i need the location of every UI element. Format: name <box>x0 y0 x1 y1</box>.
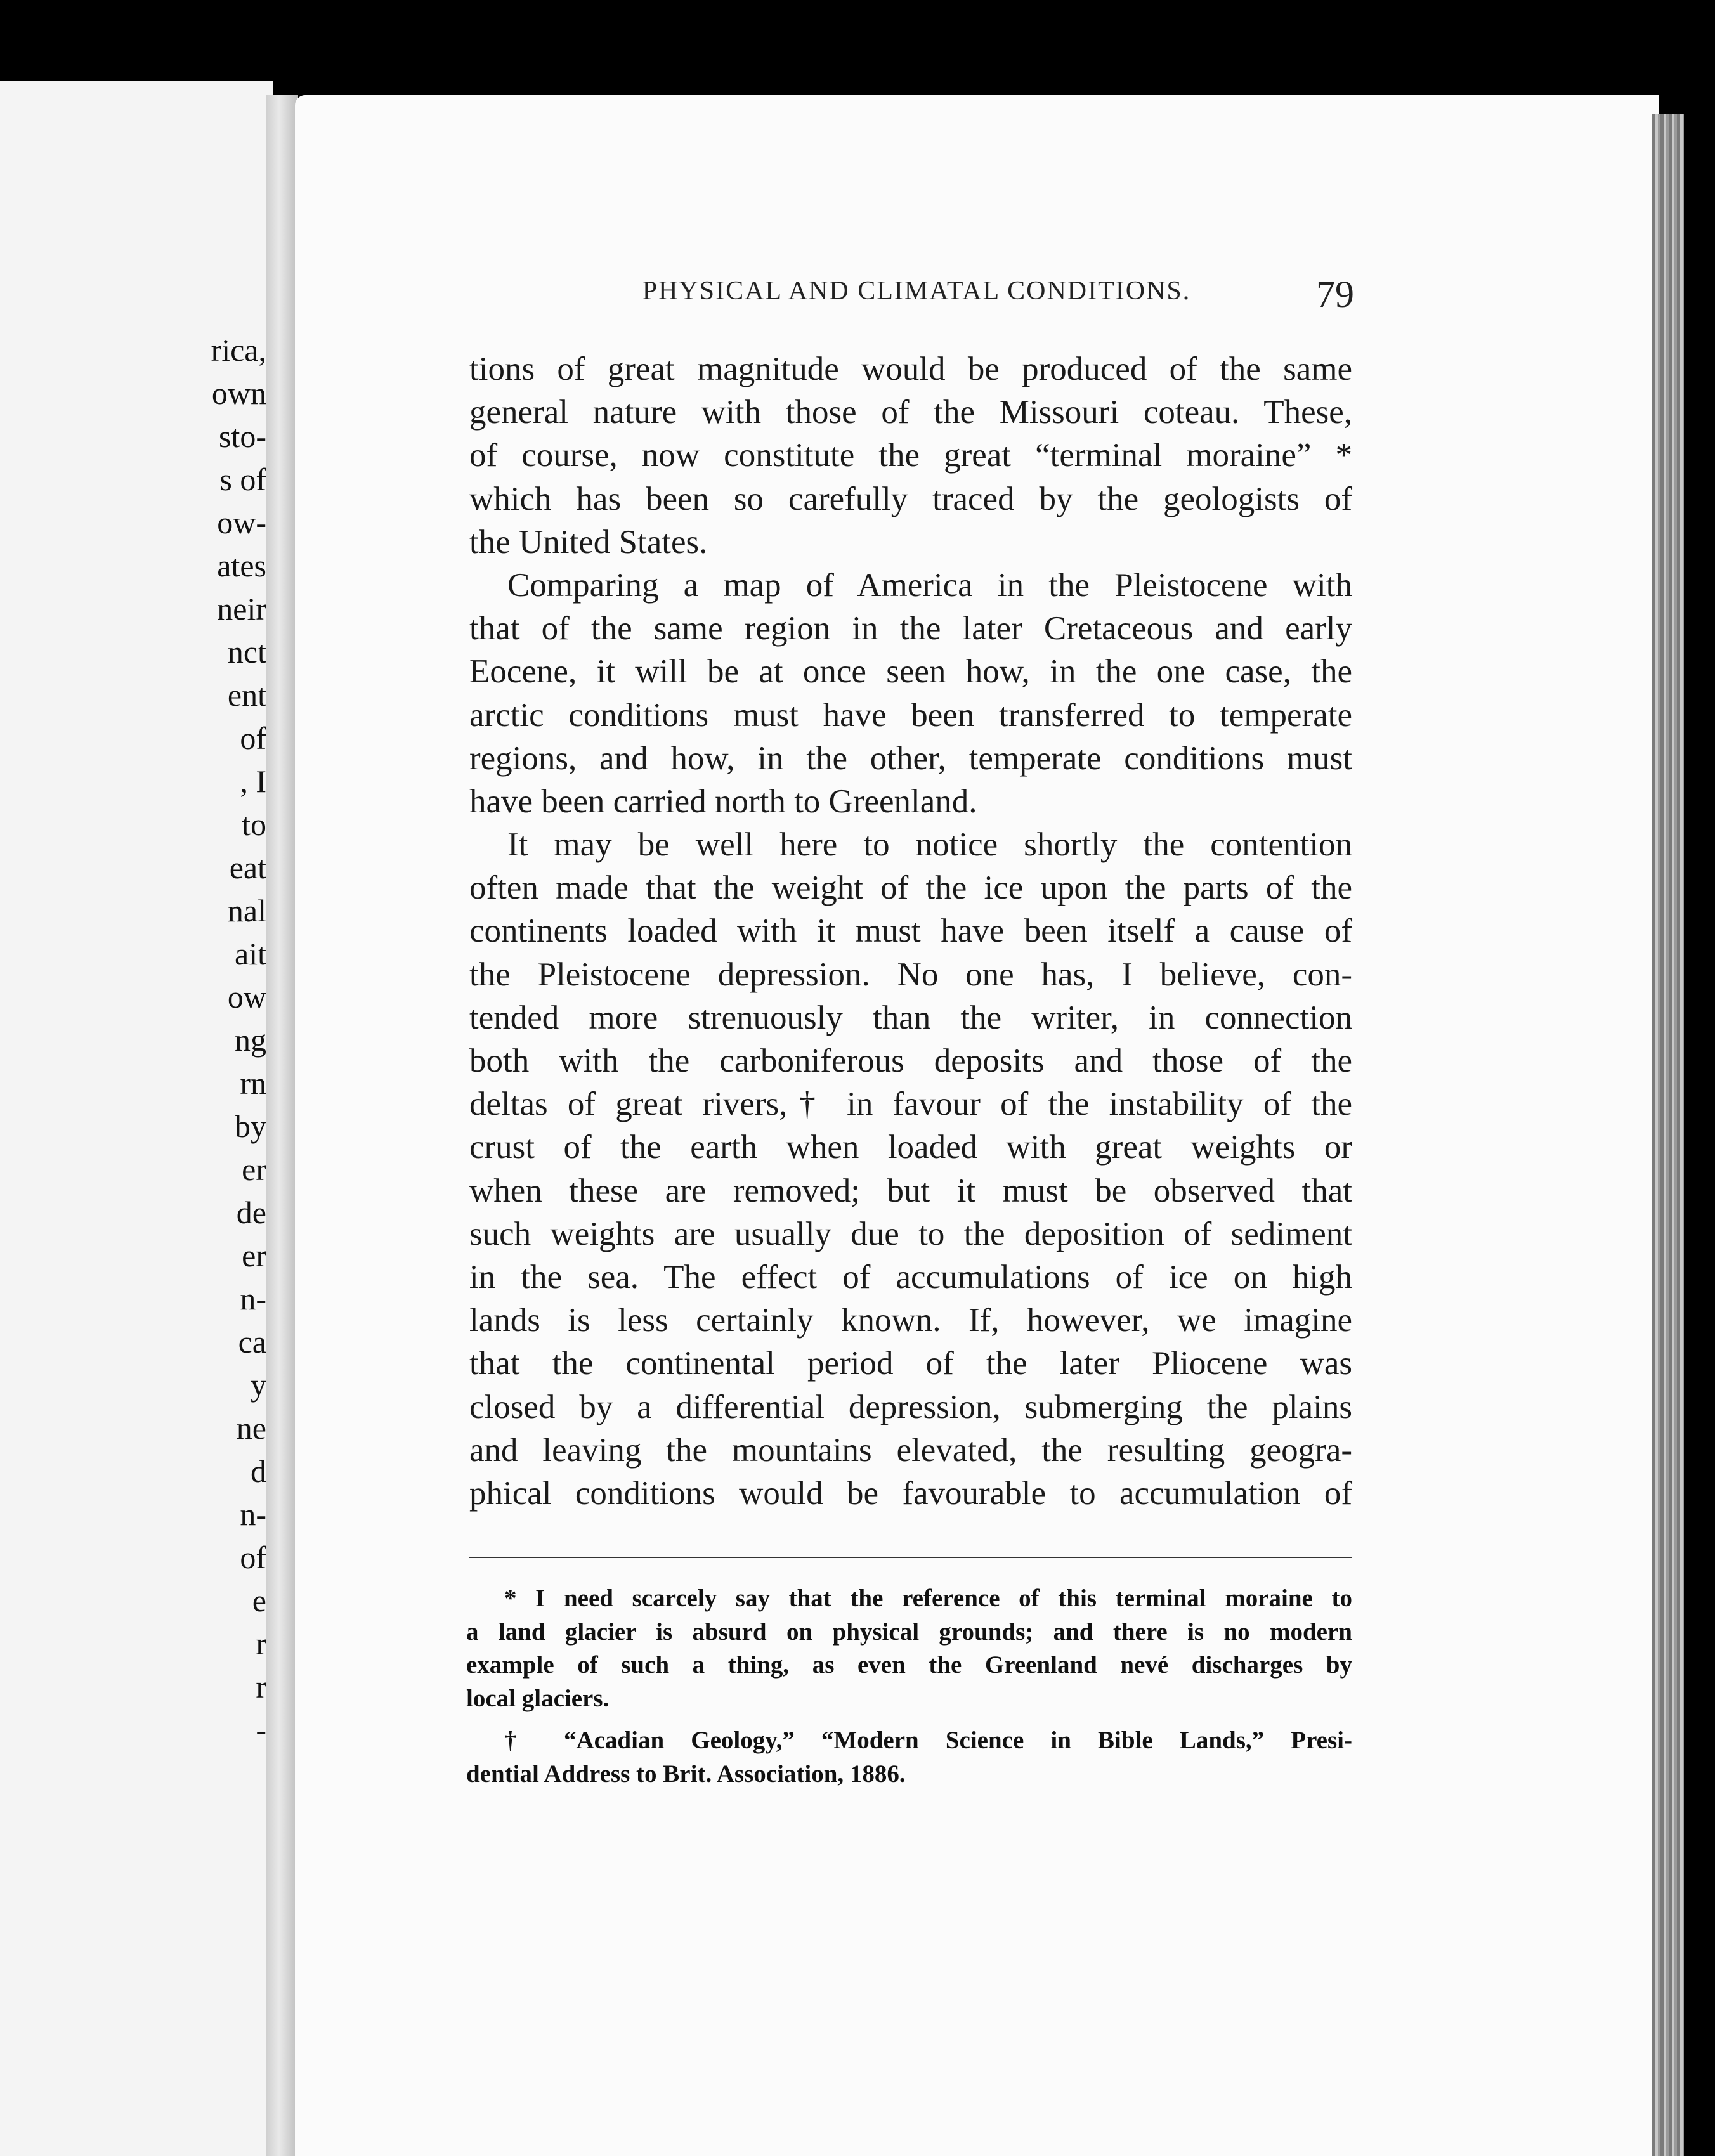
text-line: in the sea. The effect of accumulations of ice on high <box>469 1258 1352 1296</box>
text-line: Eocene, it will be at once seen how, in the one case, the <box>469 653 1352 691</box>
facing-page-fragment: r <box>256 1669 266 1705</box>
footnote-line: † “Acadian Geology,” “Modern Science in Bible Lands,” Presi- <box>504 1727 1352 1754</box>
facing-page-fragment: e <box>252 1583 266 1618</box>
text-line: It may be well here to notice shortly the contention <box>507 826 1352 864</box>
facing-page-fragment: s of <box>219 462 266 497</box>
facing-page-fragment: of <box>240 1540 266 1575</box>
text-line: often made that the weight of the ice upon the parts of the <box>469 869 1352 907</box>
facing-page-fragment: , I <box>240 763 266 799</box>
facing-page-fragment: de <box>236 1195 266 1230</box>
facing-page-fragment: er <box>242 1238 266 1273</box>
footnote-line: local glaciers. <box>466 1684 610 1712</box>
text-line: both with the carboniferous deposits and those of the <box>469 1042 1352 1079</box>
facing-page-fragment: y <box>251 1367 266 1403</box>
facing-page-fragment: own <box>211 375 266 411</box>
text-line: continents loaded with it must have been itself a cause of <box>469 912 1352 950</box>
running-head: PHYSICAL AND CLIMATAL CONDITIONS. <box>642 276 1191 306</box>
facing-page-fragment: er <box>242 1152 266 1187</box>
text-line: tions of great magnitude would be produced of the same <box>469 351 1352 387</box>
text-line: crust of the earth when loaded with great weights or <box>469 1129 1352 1166</box>
footnote-line: example of such a thing, as even the Greenland nevé discharges by <box>466 1651 1352 1679</box>
page-edges <box>1652 114 1684 2156</box>
footnote-line: * I need scarcely say that the reference of this terminal moraine to <box>504 1585 1352 1612</box>
facing-page-fragment: sto- <box>219 419 266 454</box>
facing-page-fragment: rica, <box>211 332 266 368</box>
facing-page-fragment: ates <box>217 548 266 583</box>
text-line: deltas of great rivers,† in favour of the instability of the <box>469 1086 1352 1123</box>
body-text <box>469 347 1352 1515</box>
facing-page-fragment: by <box>235 1108 266 1144</box>
footnote-line: a land glacier is absurd on physical grounds; and there is no modern <box>466 1618 1352 1646</box>
text-line: and leaving the mountains elevated, the resulting geogra- <box>469 1431 1352 1469</box>
footnotes <box>466 1582 1352 1791</box>
footnote-line: dential Address to Brit. Association, 1886. <box>466 1760 906 1788</box>
facing-page-fragment: nal <box>227 893 266 928</box>
facing-page-fragment: ng <box>235 1022 266 1058</box>
text-line: that of the same region in the later Cretaceous and early <box>469 610 1352 647</box>
text-line: which has been so carefully traced by the geologists of <box>469 480 1352 517</box>
text-line: regions, and how, in the other, temperate conditions must <box>469 739 1352 777</box>
footnote-rule <box>469 1557 1352 1558</box>
text-line: tended more strenuously than the writer, in connection <box>469 999 1352 1036</box>
facing-page-fragment: neir <box>217 591 266 627</box>
facing-page-fragment: nct <box>227 634 266 670</box>
text-line: of course, now constitute the great “terminal moraine” * <box>469 437 1352 474</box>
text-line: closed by a differential depression, submerging the plains <box>469 1388 1352 1425</box>
facing-page-fragment: r <box>256 1626 266 1661</box>
text-line: the United States. <box>469 523 708 561</box>
text-line: that the continental period of the later Pliocene was <box>469 1345 1352 1382</box>
facing-page-fragment: n- <box>240 1281 266 1316</box>
text-line: lands is less certainly known. If, however, we imagine <box>469 1302 1352 1339</box>
facing-page-fragment: ne <box>236 1410 266 1446</box>
text-line: general nature with those of the Missouri coteau. These, <box>469 394 1352 431</box>
facing-page-fragment: ca <box>238 1324 266 1360</box>
facing-page-fragment: of <box>240 720 266 756</box>
text-line: the Pleistocene depression. No one has, I believe, con- <box>469 956 1352 993</box>
facing-page-fragment: rn <box>240 1065 266 1101</box>
facing-page-fragment: - <box>256 1712 266 1748</box>
text-line: Comparing a map of America in the Pleistocene with <box>507 566 1352 604</box>
facing-page-fragment: to <box>242 807 266 842</box>
text-line: have been carried north to Greenland. <box>469 783 977 820</box>
facing-page-fragment: ow <box>227 979 266 1015</box>
facing-page-fragment: ait <box>235 936 266 971</box>
book-gutter <box>266 95 298 2156</box>
page-number: 79 <box>1316 273 1354 315</box>
facing-page-fragment: eat <box>229 850 266 885</box>
facing-page-fragment: n- <box>240 1497 266 1532</box>
facing-page <box>0 81 273 2156</box>
text-line: when these are removed; but it must be observed that <box>469 1172 1352 1209</box>
facing-page-fragment: d <box>251 1453 266 1489</box>
text-line: phical conditions would be favourable to accumulation of <box>469 1474 1352 1512</box>
facing-page-fragment: ent <box>227 677 266 713</box>
text-line: such weights are usually due to the deposition of sediment <box>469 1215 1352 1252</box>
facing-page-fragment: ow- <box>217 505 266 540</box>
text-line: arctic conditions must have been transferred to temperate <box>469 696 1352 734</box>
